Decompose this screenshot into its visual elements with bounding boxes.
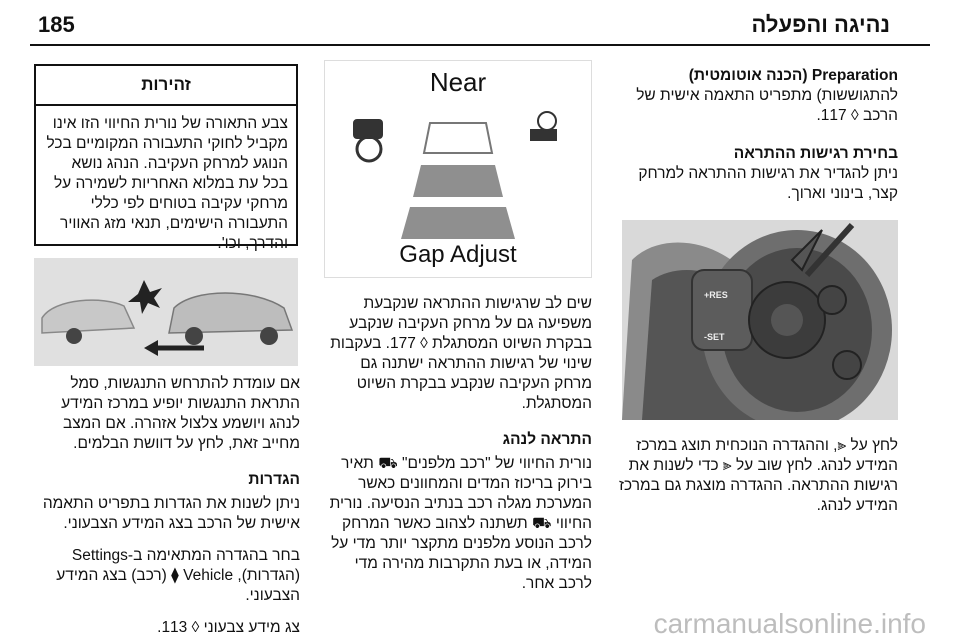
driver-alert-heading: התראה לנהג bbox=[502, 431, 592, 448]
right-column bbox=[618, 60, 898, 516]
gap-adjust-display-figure bbox=[324, 60, 592, 278]
settings-text: ניתן לשנות את הגדרות בתפריט התאמה אישית של הרכב בצג המידע הצבעוני. bbox=[42, 495, 300, 532]
left-column bbox=[34, 374, 300, 638]
running-title: נהיגה והפעלה bbox=[751, 12, 890, 37]
preparation-heading: Preparation (הכנה אוטומטית) bbox=[688, 67, 898, 84]
driver-alert-text: נורית החיווי של "רכב מלפנים" ⛟ תאיר בירוק בריכוז המדים והמחוונים כאשר המערכת מגלה רכב בנתיב הנסיעה. נורית החיווי ⛟ תשתנה לצהוב כאשר המרחק לרכב הנוסע מלפנים מתקצר יותר מדי על המידה, או בעת התקרבות מהירה מדי לרכב אחר. bbox=[329, 455, 592, 592]
middle-column bbox=[326, 60, 592, 594]
steering-wheel-figure bbox=[622, 220, 898, 420]
near-label: Near bbox=[429, 67, 487, 97]
caution-box bbox=[34, 64, 298, 252]
header-rule bbox=[30, 44, 930, 46]
steering-wheel-illustration bbox=[622, 220, 898, 420]
set-button-label: SET- bbox=[704, 332, 725, 342]
caution-title: זהירות bbox=[36, 66, 296, 106]
page-number: 185 bbox=[38, 12, 75, 37]
collision-alert-icon bbox=[353, 119, 383, 161]
sensitivity-text: ניתן להגדיר את רגישות ההתראה למרחק קצר, בינוני וארוך. bbox=[638, 165, 898, 202]
collision-figure bbox=[34, 258, 298, 366]
caution-text: צבע התאורה של נורית החיווי הזו אינו מקביל לחוקי התעבורה המקומיים בכל הנוגע למרחק העקיבה. הנהג נושא בכל עת במלוא האחריות לשמירה על מרחקי עקיבה בטוחים לפי כללי התעבורה הישימים, תנאי מזג האוויר והדרך, וכו'. bbox=[46, 115, 288, 252]
car-collision-illustration bbox=[34, 258, 298, 366]
display-reference-text: צג מידע צבעוני ◊ 113. bbox=[157, 619, 300, 636]
settings-path-text: בחר בהגדרה המתאימה ב-Settings (הגדרות), Vehicle ⧫ (רכב) בצג המידע הצבעוני. bbox=[56, 547, 300, 604]
sensitivity-heading: בחירת רגישות ההתראה bbox=[733, 145, 898, 162]
page-header bbox=[30, 4, 930, 44]
acc-note-text: שים לב שרגישות ההתראה שנקבעת משפיעה גם על מרחק העקיבה שנקבע בבקרת השיוט המסתגלת ◊ 177. בעקבות שינוי של רגישות ההתראה ישתנה גם מרחק העקיבה שנקבע בבקרת השיוט המסתגלת. bbox=[330, 295, 592, 412]
settings-heading: הגדרות bbox=[248, 471, 300, 488]
preparation-text: להתגוששות) מתפריט התאמה אישית של הרכב ◊ 117. bbox=[636, 87, 898, 124]
watermark: carmanualsonline.info bbox=[653, 608, 926, 639]
gap-adjust-label: Gap Adjust bbox=[399, 241, 517, 268]
gap-button-text: לחץ על ⫷, וההגדרה הנוכחית תוצג במרכז המידע לנהג. לחץ שוב על ⫷ כדי לשנות את רגישות ההתראה. ההגדרה מוצגת גם במרכז המידע לנהג. bbox=[619, 437, 898, 514]
vehicle-ahead-icon bbox=[530, 112, 557, 141]
res-button-label: RES+ bbox=[704, 290, 728, 300]
collision-alert-text: אם עומדת להתרחש התנגשות, סמל התראת התנגשות יופיע במרכז המידע לנהג ויושמע צלצול אזהרה. אם המצב מחייב זאת, לחץ על דוושת הבלמים. bbox=[61, 375, 300, 452]
